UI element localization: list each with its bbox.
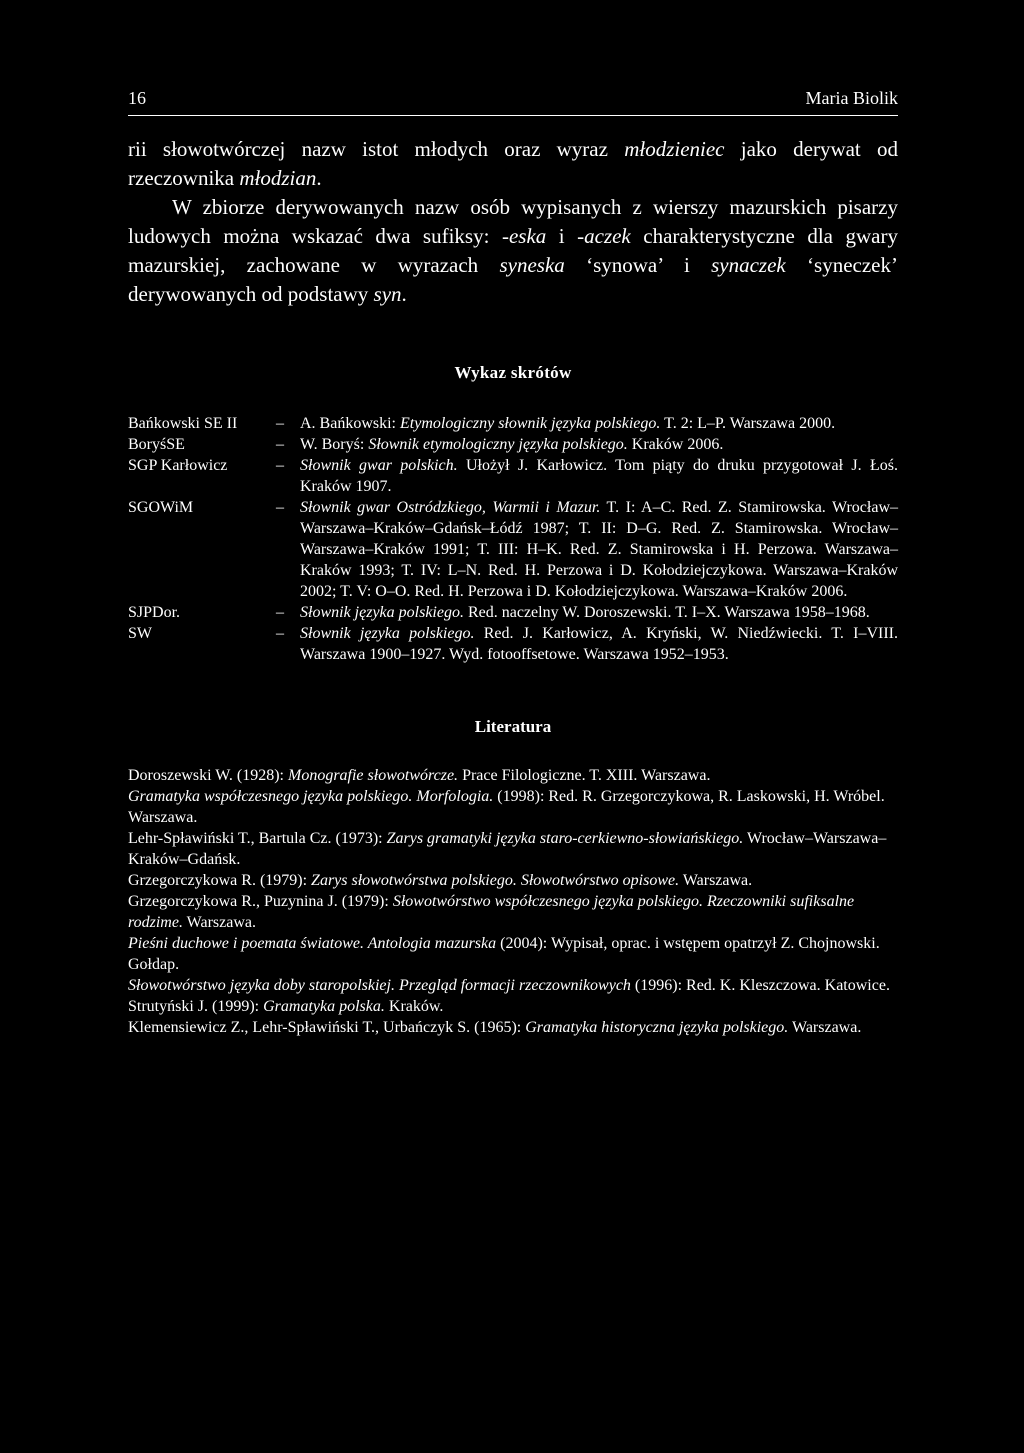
bibliography-entry <box>128 786 898 828</box>
literature-list <box>128 765 898 1038</box>
text-run: jako derywat od rzeczownika <box>128 137 898 190</box>
abbreviations-list <box>128 413 898 665</box>
text-run: Prace Filologiczne. T. XIII. Warszawa. <box>458 767 711 784</box>
text-run: Grzegorczykowa R., Puzynina J. (1979): <box>128 893 393 910</box>
text-run: Kraków. <box>384 998 444 1015</box>
bibliography-entry <box>128 996 898 1017</box>
abbreviation-key: BoryśSE <box>128 436 185 453</box>
abbreviation-dash: – <box>276 436 284 453</box>
abbreviation-row <box>128 413 898 434</box>
text-run: i <box>546 224 578 248</box>
text-run: Grzegorczykowa R. (1979): <box>128 872 312 889</box>
bibliography-entry <box>128 891 898 933</box>
text-run: charakterystyczne dla gwary mazurskiej, zachowane w wyrazach <box>128 224 898 277</box>
text-run: T. I: A–C. Red. Z. Stamirowska. Wrocław–Warszawa–Kraków–Gdańsk–Łódź 1987; T. II: D–G. Red. Z. Stamirowska. Wrocław–Warszawa–Kraków 1991; T. III: H–K. Red. Z. Stamirowska i H. Perzowa. Warszawa–Kraków 1993; T. IV: L–N. Red. H. Perzowa i D. Kołodziejczykowa. Warszawa–Kraków 2002; T. V: O–O. Red. H. Perzowa i D. Kołodziejczykowa. Warszawa–Kraków 2006. <box>300 499 898 600</box>
abbreviation-key: SGP Karłowicz <box>128 457 228 474</box>
italic-title: Słowotwórstwo języka doby staropolskiej. Przegląd formacji rzeczownikowych <box>128 977 631 994</box>
italic-title: Etymologiczny słownik języka polskiego. <box>400 415 661 432</box>
text-run: A. Bańkowski: <box>300 415 400 432</box>
italic-title: Gramatyka polska. <box>263 998 385 1015</box>
italic-title: Zarys gramatyki języka staro-cerkiewno-słowiańskiego. <box>386 830 744 847</box>
text-run: rii słowotwórczej nazw istot młodych oraz wyraz <box>128 137 625 161</box>
italic-title: Zarys słowotwórstwa polskiego. Słowotwórstwo opisowe. <box>311 872 680 889</box>
bibliography-entry <box>128 975 898 996</box>
literature-title: Literatura <box>474 717 552 736</box>
italic-title: Słowotwórstwo współczesnego języka polskiego. Rzeczowniki sufiksalne rodzime. <box>128 893 855 931</box>
text-run: Red. J. Karłowicz, A. Kryński, W. Niedźwiecki. T. I–VIII. Warszawa 1900–1927. Wyd. fotooffsetowe. Warszawa 1952–1953. <box>300 625 899 663</box>
abbreviation-row <box>128 434 898 455</box>
abbreviation-row <box>128 623 898 665</box>
bibliography-entry <box>128 828 898 870</box>
italic-title: Słownik gwar Ostródzkiego, Warmii i Mazur. <box>300 499 601 516</box>
italic-term: syneska <box>499 253 565 277</box>
abbreviation-row <box>128 455 898 497</box>
bibliography-entry <box>128 933 898 975</box>
text-run: W zbiorze derywowanych nazw osób wypisanych z wierszy mazurskich pisarzy ludowych można wskazać dwa sufiksy: <box>128 195 898 248</box>
abbreviation-key: SGOWiM <box>128 499 194 516</box>
italic-term: synaczek <box>711 253 786 277</box>
abbreviations-title: Wykaz skrótów <box>454 363 572 382</box>
text-run: (1996): Red. K. Kleszczowa. Katowice. <box>630 977 890 994</box>
paragraph-2 <box>128 193 898 309</box>
text-run: (2004): Wypisał, oprac. i wstępem opatrzył Z. Chojnowski. Gołdap. <box>128 935 880 973</box>
abbreviation-value <box>300 434 898 455</box>
italic-title: Gramatyka historyczna języka polskiego. <box>525 1019 789 1036</box>
text-run: Ułożył J. Karłowicz. Tom piąty do druku przygotował J. Łoś. Kraków 1907. <box>300 457 898 495</box>
italic-title: Słownik etymologiczny języka polskiego. <box>368 436 628 453</box>
running-header <box>128 88 898 116</box>
italic-title: Słownik języka polskiego. <box>300 625 475 642</box>
text-run: Kraków 2006. <box>627 436 724 453</box>
text-run: Klemensiewicz Z., Lehr-Spławiński T., Urbańczyk S. (1965): <box>128 1019 526 1036</box>
italic-term: syn <box>373 282 402 306</box>
italic-term: młodzieniec <box>624 137 725 161</box>
italic-term: -eska <box>501 224 547 248</box>
text-run: W. Boryś: <box>300 436 369 453</box>
abbreviation-value <box>300 602 898 623</box>
bibliography-entry <box>128 870 898 891</box>
text-run: (1998): Red. R. Grzegorczykowa, R. Laskowski, H. Wróbel. Warszawa. <box>128 788 885 826</box>
paragraph-1 <box>128 135 898 193</box>
italic-title: Monografie słowotwórcze. <box>287 767 459 784</box>
text-run: Doroszewski W. (1928): <box>128 767 288 784</box>
abbreviation-dash: – <box>276 457 284 474</box>
abbreviation-row <box>128 497 898 602</box>
italic-title: Słownik języka polskiego. <box>300 604 464 621</box>
text-run: Lehr-Spławiński T., Bartula Cz. (1973): <box>128 830 387 847</box>
abbreviation-value <box>300 413 898 434</box>
body-text <box>128 135 898 309</box>
text-run: Warszawa. <box>788 1019 862 1036</box>
bibliography-entry <box>128 1017 898 1038</box>
text-run: . <box>316 166 322 190</box>
abbreviation-dash: – <box>276 499 284 516</box>
abbreviation-value <box>300 623 898 665</box>
italic-title: Słownik gwar polskich. <box>300 457 458 474</box>
text-run: Warszawa. <box>679 872 753 889</box>
running-author: Maria Biolik <box>805 88 898 108</box>
abbreviation-dash: – <box>276 625 284 642</box>
text-run: ‘synowa’ i <box>564 253 712 277</box>
abbreviation-dash: – <box>276 415 284 432</box>
italic-term: młodzian <box>239 166 317 190</box>
text-run: Red. naczelny W. Doroszewski. T. I–X. Warszawa 1958–1968. <box>463 604 870 621</box>
page <box>128 88 898 1038</box>
abbreviation-key: SJPDor. <box>128 604 181 621</box>
abbreviation-value <box>300 455 898 497</box>
text-run: Warszawa. <box>182 914 257 931</box>
page-number: 16 <box>128 88 146 108</box>
italic-title: Pieśni duchowe i poemata światowe. Antologia mazurska <box>128 935 497 952</box>
text-run: ‘syneczek’ derywowanych od podstawy <box>128 253 898 306</box>
abbreviation-row <box>128 602 898 623</box>
text-run: T. 2: L–P. Warszawa 2000. <box>660 415 836 432</box>
italic-term: -aczek <box>577 224 631 248</box>
text-run: Wrocław–Warszawa–Kraków–Gdańsk. <box>128 830 887 868</box>
bibliography-entry <box>128 765 898 786</box>
abbreviation-value <box>300 497 898 602</box>
abbreviation-key: Bańkowski SE II <box>128 415 238 432</box>
text-run: Strutyński J. (1999): <box>128 998 264 1015</box>
abbreviation-key: SW <box>128 625 152 642</box>
abbreviation-dash: – <box>276 604 284 621</box>
text-run: . <box>401 282 407 306</box>
italic-title: Gramatyka współczesnego języka polskiego. Morfologia. <box>128 788 494 805</box>
